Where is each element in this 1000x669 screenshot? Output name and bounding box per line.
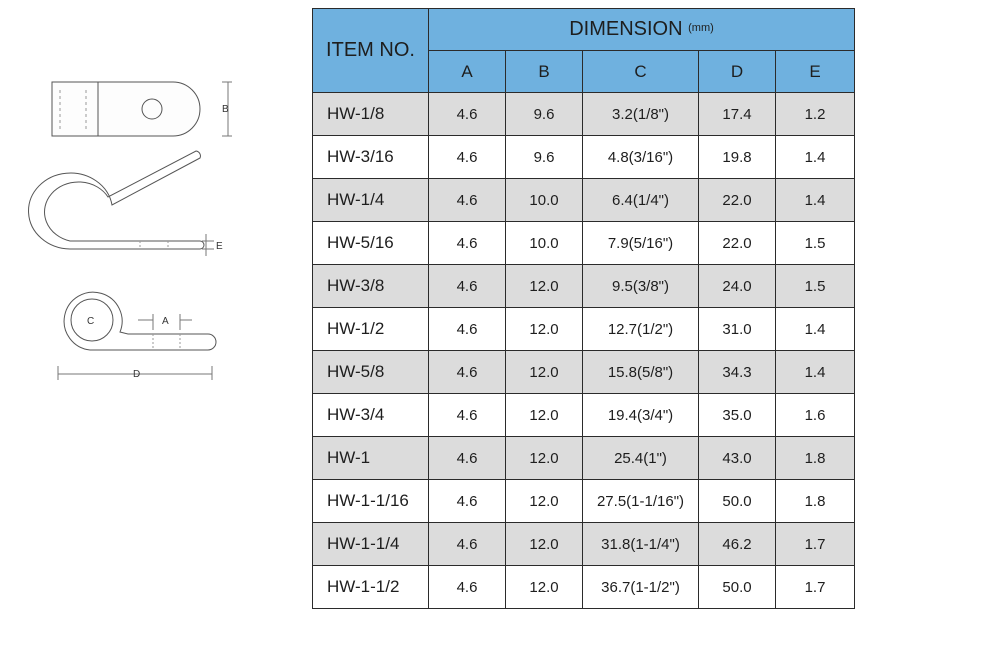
dim-b-cell: 12.0 xyxy=(506,351,583,394)
dim-e-cell: 1.4 xyxy=(776,351,855,394)
dim-a-cell: 4.6 xyxy=(429,222,506,265)
dim-a-cell: 4.6 xyxy=(429,351,506,394)
dim-d-cell: 50.0 xyxy=(699,566,776,609)
dim-a-cell: 4.6 xyxy=(429,437,506,480)
dim-e-cell: 1.5 xyxy=(776,265,855,308)
table-row xyxy=(313,437,855,480)
unit-label: (mm) xyxy=(688,22,714,34)
dim-d-cell: 50.0 xyxy=(699,480,776,523)
table-row xyxy=(313,222,855,265)
dim-b-cell: 12.0 xyxy=(506,523,583,566)
dim-a-cell: 4.6 xyxy=(429,136,506,179)
side-view-closed xyxy=(58,292,216,380)
column-header-b: B xyxy=(506,51,583,93)
dim-a-cell: 4.6 xyxy=(429,480,506,523)
dim-label-d: D xyxy=(133,369,141,380)
column-header-c: C xyxy=(583,51,699,93)
dim-e-cell: 1.4 xyxy=(776,179,855,222)
dim-b-cell: 12.0 xyxy=(506,308,583,351)
dim-b-cell: 12.0 xyxy=(506,566,583,609)
dim-e-cell: 1.4 xyxy=(776,308,855,351)
dim-label-b: B xyxy=(222,104,229,115)
dim-e-cell: 1.4 xyxy=(776,136,855,179)
table-body xyxy=(313,93,855,609)
item-no-cell: HW-1-1/16 xyxy=(313,480,429,523)
dim-e-cell: 1.7 xyxy=(776,523,855,566)
item-no-cell: HW-1-1/2 xyxy=(313,566,429,609)
dim-e-cell: 1.8 xyxy=(776,480,855,523)
dim-b-cell: 10.0 xyxy=(506,179,583,222)
table-row xyxy=(313,566,855,609)
dim-c-cell: 25.4(1") xyxy=(583,437,699,480)
dim-d-cell: 46.2 xyxy=(699,523,776,566)
table-row xyxy=(313,480,855,523)
dim-label-a: A xyxy=(162,316,169,327)
dim-e-cell: 1.2 xyxy=(776,93,855,136)
dim-c-cell: 31.8(1-1/4") xyxy=(583,523,699,566)
dim-b-cell: 12.0 xyxy=(506,437,583,480)
dimension-table xyxy=(312,8,855,609)
item-no-cell: HW-5/8 xyxy=(313,351,429,394)
table-row xyxy=(313,523,855,566)
dim-d-cell: 35.0 xyxy=(699,394,776,437)
item-no-cell: HW-1/4 xyxy=(313,179,429,222)
dim-c-cell: 36.7(1-1/2") xyxy=(583,566,699,609)
dim-d-cell: 34.3 xyxy=(699,351,776,394)
dim-b-cell: 9.6 xyxy=(506,136,583,179)
clamp-diagram xyxy=(0,0,300,664)
dim-d-cell: 24.0 xyxy=(699,265,776,308)
top-view xyxy=(52,82,232,136)
table-row xyxy=(313,265,855,308)
table-row xyxy=(313,93,855,136)
dim-b-cell: 12.0 xyxy=(506,480,583,523)
dim-c-cell: 3.2(1/8") xyxy=(583,93,699,136)
dim-d-cell: 22.0 xyxy=(699,179,776,222)
dim-b-cell: 12.0 xyxy=(506,265,583,308)
dim-label-c: C xyxy=(87,316,95,327)
dim-e-cell: 1.5 xyxy=(776,222,855,265)
item-no-cell: HW-3/4 xyxy=(313,394,429,437)
dim-d-cell: 22.0 xyxy=(699,222,776,265)
dim-label-e: E xyxy=(216,241,223,252)
dim-a-cell: 4.6 xyxy=(429,566,506,609)
column-header-d: D xyxy=(699,51,776,93)
dim-c-cell: 12.7(1/2") xyxy=(583,308,699,351)
dim-d-cell: 43.0 xyxy=(699,437,776,480)
item-no-cell: HW-1/8 xyxy=(313,93,429,136)
dim-c-cell: 7.9(5/16") xyxy=(583,222,699,265)
table-row xyxy=(313,394,855,437)
dim-e-cell: 1.7 xyxy=(776,566,855,609)
dim-a-cell: 4.6 xyxy=(429,179,506,222)
dim-b-cell: 12.0 xyxy=(506,394,583,437)
dim-a-cell: 4.6 xyxy=(429,265,506,308)
dim-c-cell: 19.4(3/4") xyxy=(583,394,699,437)
side-view-open xyxy=(29,151,214,256)
dimension-title: DIMENSION xyxy=(569,18,683,40)
item-no-cell: HW-1 xyxy=(313,437,429,480)
item-no-cell: HW-1/2 xyxy=(313,308,429,351)
clamp-drawing xyxy=(0,0,300,664)
dim-d-cell: 31.0 xyxy=(699,308,776,351)
dimension-header xyxy=(429,9,855,51)
column-header-e: E xyxy=(776,51,855,93)
item-no-cell: HW-1-1/4 xyxy=(313,523,429,566)
dim-a-cell: 4.6 xyxy=(429,308,506,351)
dim-c-cell: 15.8(5/8") xyxy=(583,351,699,394)
dim-c-cell: 27.5(1-1/16") xyxy=(583,480,699,523)
table-row xyxy=(313,351,855,394)
dim-b-cell: 9.6 xyxy=(506,93,583,136)
dim-c-cell: 6.4(1/4") xyxy=(583,179,699,222)
dim-c-cell: 4.8(3/16") xyxy=(583,136,699,179)
dim-d-cell: 17.4 xyxy=(699,93,776,136)
table-row xyxy=(313,308,855,351)
table-row xyxy=(313,179,855,222)
item-no-header: ITEM NO. xyxy=(313,9,429,93)
dim-a-cell: 4.6 xyxy=(429,523,506,566)
dim-a-cell: 4.6 xyxy=(429,93,506,136)
item-no-cell: HW-5/16 xyxy=(313,222,429,265)
table-row xyxy=(313,136,855,179)
item-no-cell: HW-3/16 xyxy=(313,136,429,179)
dim-d-cell: 19.8 xyxy=(699,136,776,179)
dim-e-cell: 1.6 xyxy=(776,394,855,437)
item-no-cell: HW-3/8 xyxy=(313,265,429,308)
column-header-a: A xyxy=(429,51,506,93)
dim-e-cell: 1.8 xyxy=(776,437,855,480)
dim-a-cell: 4.6 xyxy=(429,394,506,437)
dim-c-cell: 9.5(3/8") xyxy=(583,265,699,308)
dim-b-cell: 10.0 xyxy=(506,222,583,265)
